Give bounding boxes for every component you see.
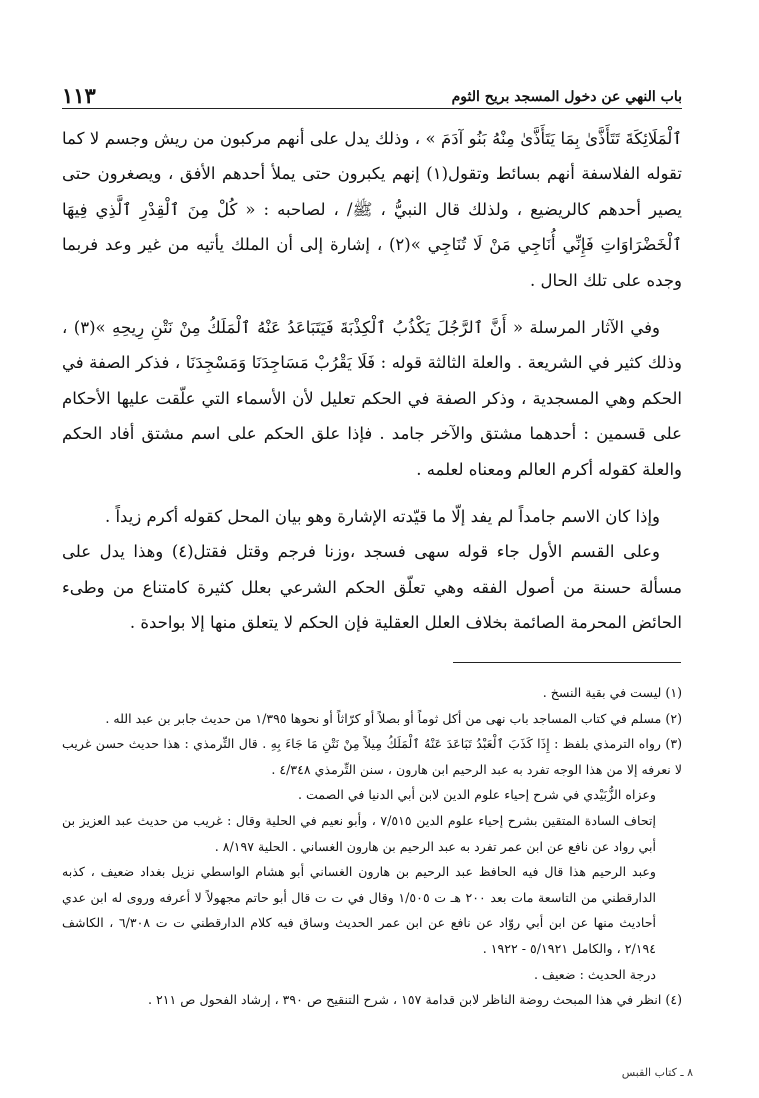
paragraph: وفي الآثار المرسلة « أَنَّ ٱلرَّجُلَ يَكْذُبُ ٱلْكِذْبَةَ فَيَتَبَاعَدُ عَنْهُ ٱلْمَلَكُ مِنْ نَتْنِ رِيحِهِ »(٣) ، وذلك كثير في الشريعة . والعلة الثالثة قوله : فَلَا يَقْرُبْ مَسَاجِدَنَا وَمَسْجِدَنَا ، فذكر الصفة في الحكم وهي المسجدية ، وذكر الصفة في الحكم تعليل لأن الأسماء التي علّقت عليها الأحكام على قسمين : أحدهما مشتق والآخر جامد . فإذا علق الحكم على اسم مشتق أفاد الحكم والعلة كقوله أكرم العالم ومعناه لعلمه . (62, 318, 682, 479)
page-header (62, 78, 682, 109)
printer-signature: ٨ ـ كتاب القبس (621, 1066, 693, 1079)
footnote-3-continuation: درجة الحديث : ضعيف . (533, 966, 656, 982)
running-title: باب النهي عن دخول المسجد بريح الثوم (451, 89, 682, 105)
footnote-3-continuation: وعزاه الزُّبَيْدي في شرح إحياء علوم الدين لابن أبي الدنيا في الصمت . (297, 787, 656, 803)
footnote-3-continuation: وعبد الرحيم هذا قال فيه الحافظ عبد الرحيم بن هارون الغساني أبو هشام الواسطي نزيل بغداد ضعيف ، كذبه الدارقطني من التاسعة مات بعد ٢٠٠ هـ ت ١/٥٠٥ وقال في ت ت قال أبو حاتم مجهولاً لا أعرفه وروى له ابن عدي أحاديث منها عن ابن أبي روّاد عن نافع عن ابن عمر الحديث وساق فيه كلام الدارقطني ت ت ٦/٣٠٨ ، الكاشف ٢/١٩٤ ، والكامل ٥/١٩٢١ - ١٩٢٢ . (62, 864, 656, 956)
footnote-2: (٢) مسلم في كتاب المساجد باب نهى من أكل ثوماً أو بصلاً أو كرّاثاً أو نحوها ١/٣٩٥ من حديث جابر بن عبد الله . (105, 710, 682, 726)
paragraph: وإذا كان الاسم جامداً لم يفد إلّا ما قيّدته الإشارة وهو بيان المحل كقوله أكرم زيداً . (104, 507, 660, 527)
footnote-3: (٣) رواه الترمذي بلفظ : إِذَا كَذَبَ ٱلْعَبْدُ تَبَاعَدَ عَنْهُ ٱلْمَلَكُ مِيلاً مِنْ نَتْنِ مَا جَاءَ بِهِ . قال التِّرمذي : هذا حديث حسن غريب لا نعرفه إلا من هذا الوجه تفرد به عبد الرحيم ابن هارون ، سنن التِّرمذي ٤/٣٤٨ . (62, 736, 682, 777)
page-number: ١١٣ (62, 83, 96, 108)
footnote-1: (١) ليست في بقية النسخ . (542, 685, 682, 700)
footnote-3-continuation: إتحاف السادة المتقين بشرح إحياء علوم الدين ٧/٥١٥ ، وأبو نعيم في الحلية وقال : غريب من حديث عبد العزيز بن أبي رواد عن نافع عن ابن عمر تفرد به عبد الرحيم بن هارون الغساني . الحلية ٨/١٩٧ . (62, 812, 656, 854)
footnote-4: (٤) انظر في هذا المبحث روضة الناظر لابن قدامة ١٥٧ ، شرح التنقيح ص ٣٩٠ ، إرشاد الفحول ص ٢١١ . (147, 992, 682, 1008)
paragraph: ٱلْمَلَائِكَةَ تَتَأَذَّىٰ بِمَا يَتَأَذَّىٰ مِنْهُ بَنُو آدَمَ » ، وذلك يدل على أنهم مركبون من ريش وجسم لا كما تقوله الفلاسفة أنهم بسائط وتقول(١) إنهم يكبرون حتى يملأ أحدهم الأفق ، ويصغرون حتى يصير أحدهم كالريضيع ، ولذلك قال النبيُّ ، ﷺ/ ، لصاحبه : « كُلْ مِنَ ٱلْقِدْرِ ٱلَّذِي فِيهَا ٱلْخَضْرَاوَاتِ فَإِنِّي أُنَاجِي مَنْ لَا تُنَاجِي »(٢) ، إشارة إلى أن الملك يأتيه من غير وعد فربما وجده على تلك الحال . (62, 129, 682, 290)
paragraph: وعلى القسم الأول جاء قوله سهى فسجد ،وزنا فرجم وقتل فقتل(٤) وهذا يدل على مسألة حسنة من أصول الفقه وهي تعلّق الحكم الشرعي بعلل كثيرة كامتناع من وطىء الحائض المحرمة الصائمة بخلاف العلل العقلية فإن الحكم لا يتعلق منها إلا بواحدة . (62, 542, 682, 633)
main-text (62, 121, 682, 641)
footnotes (62, 680, 682, 1013)
footnote-separator (453, 662, 681, 663)
